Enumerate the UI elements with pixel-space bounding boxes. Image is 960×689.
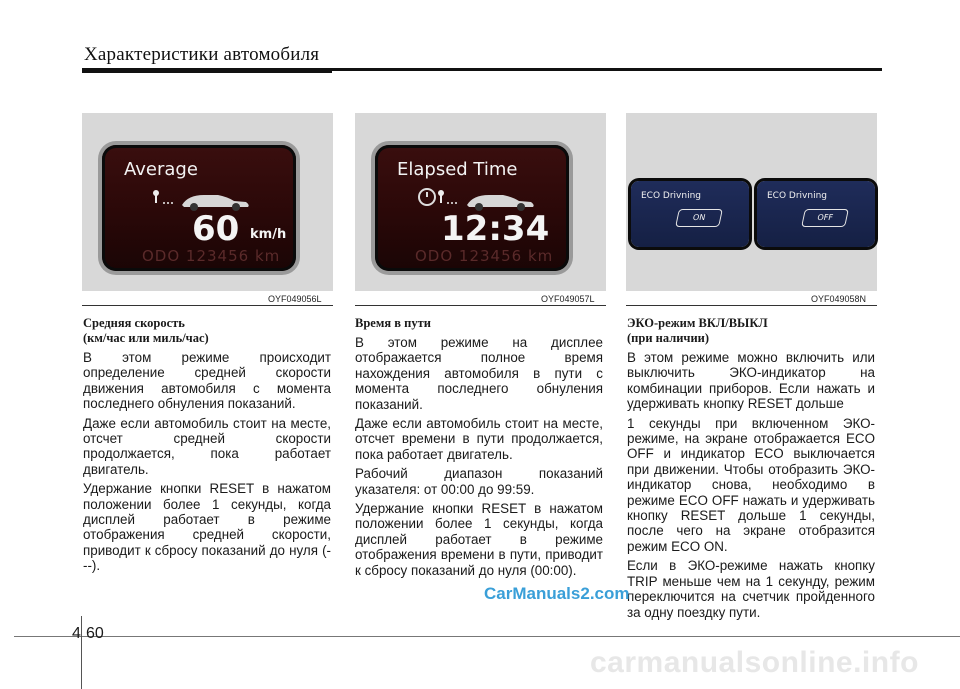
paragraph: В этом режиме на дисплее отображается полное время нахождения автомобиля в пути с момента последнего обнуления показаний. (355, 335, 603, 412)
paragraph: Рабочий диапазон показаний указателя: от 00:00 до 99:59. (355, 466, 603, 497)
figure-underline (82, 305, 333, 306)
section-heading: Средняя скорость (83, 316, 185, 330)
average-speed-value: 60 (192, 209, 240, 249)
eco-on-indicator: ON (675, 209, 723, 227)
section-heading: ЭКО-режим ВКЛ/ВЫКЛ (627, 316, 768, 330)
footer-divider (81, 616, 82, 689)
paragraph: Даже если автомобиль стоит на месте, отсчет времени в пути продолжается, пока работает двигатель. (355, 416, 603, 462)
eco-panel-title: ECO Drivning (641, 191, 701, 201)
eco-panel-title: ECO Drivning (767, 191, 827, 201)
elapsed-time-value: 12:34 (441, 209, 550, 249)
figure-code: OYF049057L (541, 294, 595, 304)
eco-off-indicator: OFF (801, 209, 849, 227)
figure-elapsed-time (355, 113, 606, 291)
paragraph: Удержание кнопки RESET в нажатом положении более 1 секунды, когда дисплей работает в режиме отображения времени в пути, приводит к сбросу показаний до нуля (00:00). (355, 501, 603, 578)
odo-readout: ODO 123456 km (415, 247, 554, 265)
figure-code: OYF049056L (268, 294, 322, 304)
eco-panel-off (757, 181, 875, 247)
watermark-carmanuals[interactable]: CarManuals2.com (484, 584, 630, 603)
column-average-speed (83, 316, 331, 578)
page-header-title: Характеристики автомобиля (84, 44, 320, 65)
paragraph: Даже если автомобиль стоит на месте, отсчет средней скорости продолжается, пока работает двигатель. (83, 415, 331, 477)
display-screen-average (102, 145, 296, 271)
figure-underline (626, 305, 877, 306)
screen-title-average: Average (124, 159, 198, 180)
section-subheading: (при наличии) (627, 331, 710, 345)
page-number: 60 (86, 625, 104, 642)
section-heading: Время в пути (355, 316, 431, 330)
figure-average (82, 113, 333, 291)
section-number: 4 (72, 625, 81, 642)
paragraph: В этом режиме происходит определение средней скорости движения автомобиля с момента последнего обнуления показаний. (83, 350, 331, 412)
watermark-carmanualsonline: carmanualsonline.info (590, 646, 919, 679)
figure-code: OYF049058N (811, 294, 867, 304)
display-screen-elapsed (375, 145, 569, 271)
eco-panel-on (631, 181, 749, 247)
odo-readout: ODO 123456 km (142, 247, 281, 265)
header-rule-accent (82, 71, 332, 73)
paragraph: В этом режиме можно включить или выключить ЭКО-индикатор на комбинации приборов. Если нажать и удерживать кнопку RESET дольше (627, 350, 875, 412)
paragraph: 1 секунды при включенном ЭКО-режиме, на экране отображается ECO OFF и индикатор ECO выключается при движении. Чтобы отобразить ЭКО-индикатор снова, необходимо в режиме ECO OFF нажать и удерживать кнопку RESET дольше 1 секунды, после чего на экране отобразится режим ECO ON. (627, 415, 875, 554)
figure-underline (355, 305, 606, 306)
paragraph: Если в ЭКО-режиме нажать кнопку TRIP меньше чем на 1 секунду, режим переключится на счетчик пройденного за одну поездку пути. (627, 558, 875, 620)
column-elapsed-time (355, 316, 603, 582)
screen-title-elapsed: Elapsed Time (397, 159, 518, 180)
footer-rule (14, 636, 960, 637)
section-subheading: (км/час или миль/час) (83, 331, 209, 345)
paragraph: Удержание кнопки RESET в нажатом положении более 1 секунды, когда дисплей работает в режиме отображения средней скорости, приводит к сбросу показаний до нуля (---). (83, 481, 331, 574)
column-eco-mode (627, 316, 875, 624)
average-speed-unit: km/h (250, 227, 287, 242)
